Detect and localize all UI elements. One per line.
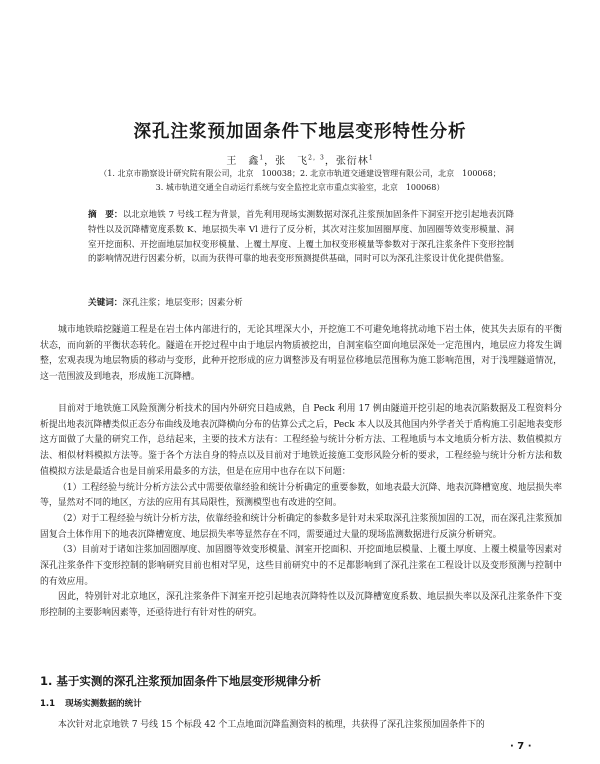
author-3-affiliation: 1	[368, 154, 374, 162]
paragraph-4: （2）对于工程经验与统计分析方法，依靠经验和统计分析确定的参数多是针对未采取深孔注浆预加固的工况，而在深孔注浆预加固复合土体作用下的地表沉降槽宽度、地层损失率等显然存在不同，需要通过大量的现场监测数据进行反演分析研究。	[40, 513, 562, 540]
affiliation-line-1: （1. 北京市勘察设计研究院有限公司，北京 100038；2. 北京市轨道交通建设管理有限公司，北京 100068；	[99, 169, 501, 178]
paragraph-1: 城市地铁暗挖隧道工程是在岩土体内部进行的，无论其埋深大小，开挖施工不可避免地将扰动地下岩土体，使其失去原有的平衡状态，而向新的平衡状态转化。隧道在开挖过程中由于地层内物质被挖出，自洞室临空面向地层深处一定范围内，地层应力将发生调整，宏观表现为地层物质的移动与变形，此种开挖形成的应力调整涉及有明显位移地层范围称为施工影响范围，对于浅埋隧道情况，这一范围波及到地表，形成施工沉降槽。	[40, 325, 562, 383]
author-1-affiliation: 1	[259, 154, 265, 162]
section-heading: 1. 基于实测的深孔注浆预加固条件下地层变形规律分析	[40, 674, 321, 688]
abstract	[88, 208, 514, 267]
background-section	[40, 402, 562, 622]
keywords	[88, 296, 514, 308]
author-line: 王 鑫$^1$，张 飞$^{2,3}$，张衍林$^1$	[226, 154, 374, 167]
subsection-number: 1.1	[40, 699, 56, 709]
subsection-title: 现场实测数据的统计	[65, 699, 142, 709]
keywords-label: 关键词：	[88, 298, 123, 308]
paragraph-3: （1）工程经验与统计分析方法公式中需要依靠经验和统计分析确定的重要参数，如地表最大沉降、地表沉降槽宽度、地层损失率等，显然对不同的地区，方法的应用有其局限性，预测模型也有改进的空间。	[40, 482, 562, 509]
keywords-text: 深孔注浆；地层变形；因素分析	[122, 298, 243, 308]
subsection-heading	[40, 697, 142, 709]
page-number: · 7 ·	[510, 741, 532, 752]
abstract-text: 以北京地铁 7 号线工程为背景，首先利用现场实测数据对深孔注浆预加固条件下洞室开挖引起地表沉降特性以及沉降槽宽度系数 K、地层损失率 Vl 进行了反分析，其次对注浆加固圈厚度、加固圈等效变形模量、洞室开挖面积、开挖面地层加权变形模量、上覆土厚度、上覆土加权变形模量等参数对于深孔注浆条件下变形控制的影响情况进行因素分析，以而为获得可靠的地表变形预测提供基础，同时可以为深孔注浆设计优化提供借鉴。	[88, 210, 514, 265]
paper-title: 深孔注浆预加固条件下地层变形特性分析	[133, 122, 467, 142]
paragraph-6: 因此，特别针对北京地区，深孔注浆条件下洞室开挖引起地表沉降特性以及沉降槽宽度系数、地层损失率以及深孔注浆条件下变形控制的主要影响因素等，还亟待进行有针对性的研究。	[40, 592, 562, 619]
author-1: 王 鑫	[226, 156, 260, 167]
abstract-label: 摘 要：	[88, 210, 123, 220]
intro-section	[40, 323, 562, 386]
paragraph-5: （3）目前对于诸如注浆加固圈厚度、加固圈等效变形模量、洞室开挖面积、开挖面地层模量、上覆土厚度、上覆土模量等因素对深孔注浆条件下变形控制的影响研究目前也相对罕见，这些目前研究中的不足都影响到了深孔注浆在工程设计以及变形预测与控制中的有效应用。	[40, 545, 562, 587]
author-3: 张衍林	[335, 156, 369, 167]
affiliation-line-2: 3. 城市轨道交通全自动运行系统与安全监控北京市重点实验室，北京 100068）	[155, 183, 445, 192]
author-2: 张 飞	[275, 156, 309, 167]
author-2-affiliation: 2，3	[308, 154, 325, 162]
paragraph-7: 本次针对北京地铁 7 号线 15 个标段 42 个工点地面沉降监测资料的梳理，共获得了深孔注浆预加固条件下的	[58, 720, 485, 730]
paragraph-2: 目前对于地铁施工风险预测分析技术的国内外研究日趋成熟，自 Peck 利用 17 例由隧道开挖引起的地表沉陷数据及工程资料分析提出地表沉降槽类似正态分布曲线及地表沉降横向分布的估算公式之后，Peck 本人以及其他国内外学者关于盾构施工引起地表变形这方面做了大量的研究工作，总结起来，主要的技术方法有：工程经验与统计分析方法、工程地质与本文地质分析方法、数值模拟方法、相似材料模拟方法等。鉴于各个方法自身的特点以及目前对于地铁近接施工变形风险分析的要求，工程经验与统计分析方法和数值模拟方法是最适合也是目前采用最多的方法，但是在应用中也存在以下问题：	[40, 404, 562, 477]
